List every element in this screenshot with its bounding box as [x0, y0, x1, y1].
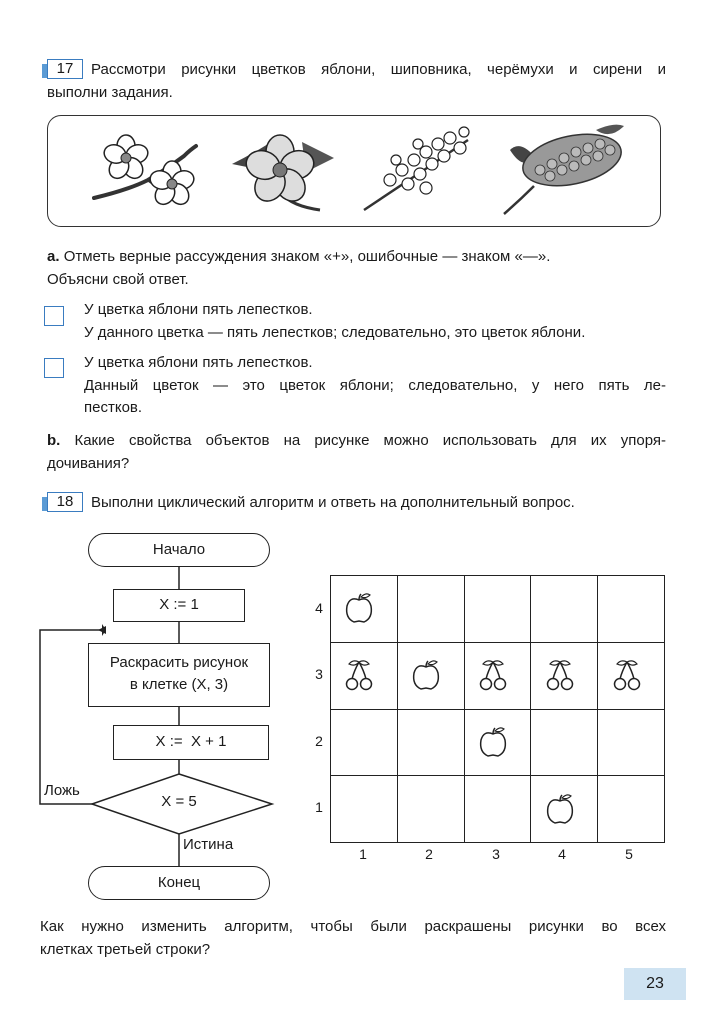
grid-cell: [464, 775, 532, 843]
statement-2-line3: пестков.: [84, 399, 143, 416]
x-label-4: 4: [558, 846, 566, 862]
flowchart-start: Начало: [88, 533, 270, 567]
flowchart-init: X := 1: [113, 589, 245, 622]
apple-icon: [478, 726, 508, 763]
cherry-icon: [545, 659, 575, 696]
grid-cell: [597, 709, 665, 777]
part-a-text: Отметь верные рассуждения знаком «+», ошибочные — знаком «—».: [63, 248, 551, 265]
grid-cell: [397, 575, 465, 643]
grid-cell: [597, 775, 665, 843]
flowchart-end: Конец: [88, 866, 270, 900]
y-label-2: 2: [315, 733, 323, 749]
flowchart-action-line1: Раскрасить рисунок: [109, 654, 249, 671]
task-18-number: 18: [47, 492, 83, 512]
x-label-1: 1: [359, 846, 367, 862]
grid-cell: [597, 575, 665, 643]
task-17-intro-line2: выполни задания.: [47, 84, 173, 101]
y-label-4: 4: [315, 600, 323, 616]
part-b-text: Какие свойства объектов на рисунке можно использовать для их упоря-: [74, 432, 667, 449]
y-label-1: 1: [315, 799, 323, 815]
flowchart-increment: X := X + 1: [113, 725, 269, 760]
statement-2-line1: У цветка яблони пять лепестков.: [84, 354, 313, 371]
part-a-marker: a.: [47, 248, 60, 265]
statement-1-line1: У цветка яблони пять лепестков.: [84, 301, 313, 318]
page-number: 23: [624, 968, 686, 1000]
x-label-2: 2: [425, 846, 433, 862]
cherry-icon: [612, 659, 642, 696]
part-b-line2: дочивания?: [47, 455, 130, 472]
question-line2: клетках третьей строки?: [40, 941, 211, 958]
x-label-3: 3: [492, 846, 500, 862]
grid-cell: [330, 775, 398, 843]
flowchart-false-label: Ложь: [44, 782, 80, 799]
task-17-intro-line1: Рассмотри рисунки цветков яблони, шиповника, черёмухи и сирени и: [91, 61, 666, 78]
grid-cell: [330, 709, 398, 777]
flowchart-condition: X = 5: [161, 793, 197, 810]
apple-icon: [545, 793, 575, 830]
grid-cell: [530, 575, 598, 643]
apple-icon: [411, 659, 441, 696]
y-label-3: 3: [315, 666, 323, 682]
question-line1: Как нужно изменить алгоритм, чтобы были раскрашены рисунки во всех: [40, 918, 666, 935]
statement-2-line2: Данный цветок — это цветок яблони; следовательно, у него пять ле-: [84, 377, 666, 394]
flowchart-action-line2: в клетке (X, 3): [129, 676, 229, 693]
flowchart-true-label: Истина: [183, 836, 234, 853]
flowchart-action: [88, 643, 270, 707]
grid-cell: [397, 775, 465, 843]
grid-cell: [464, 575, 532, 643]
task-18-intro: Выполни циклический алгоритм и ответь на дополнительный вопрос.: [91, 494, 575, 511]
x-label-5: 5: [625, 846, 633, 862]
cherry-icon: [344, 659, 374, 696]
grid-cell: [397, 709, 465, 777]
cherry-icon: [478, 659, 508, 696]
task-17-number: 17: [47, 59, 83, 79]
part-b-marker: b.: [47, 432, 61, 449]
grid-cell: [530, 709, 598, 777]
apple-icon: [344, 592, 374, 629]
part-a-line2: Объясни свой ответ.: [47, 271, 189, 288]
statement-1-line2: У данного цветка — пять лепестков; следовательно, это цветок яблони.: [84, 324, 586, 341]
